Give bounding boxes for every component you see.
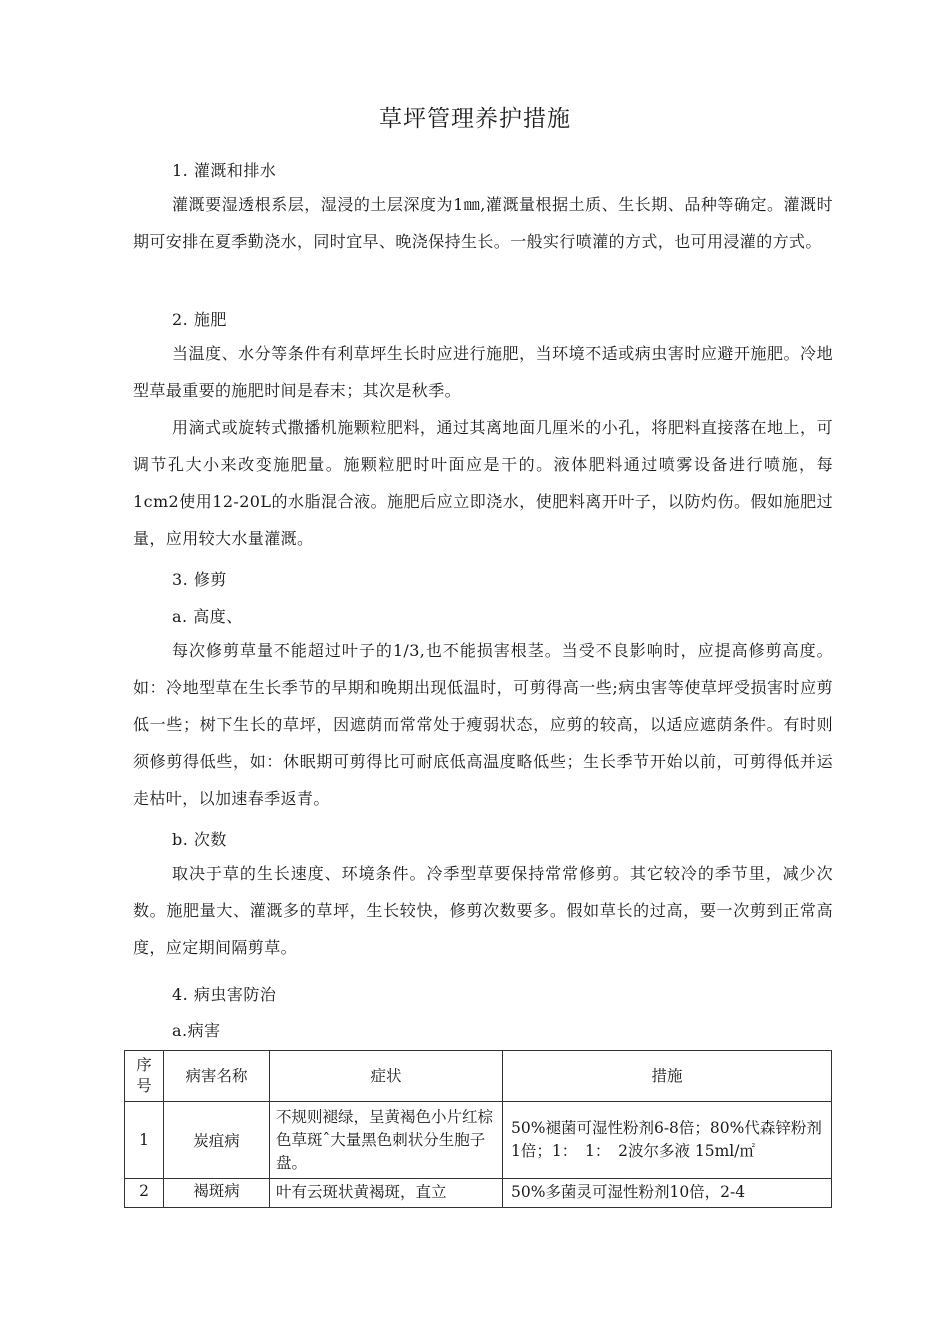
section-heading-pest-control: 4. 病虫害防治 [172, 985, 277, 1004]
cell-symptom: 叶有云斑状黄褐斑，直立 [270, 1179, 503, 1208]
section-heading-mowing: 3. 修剪 [172, 570, 227, 589]
header-number-line2: 号 [136, 1077, 152, 1095]
header-number [125, 1051, 164, 1102]
section-heading-irrigation: 1. 灌溉和排水 [172, 161, 277, 180]
table-header-row [125, 1051, 832, 1102]
cell-disease-name: 炭疽病 [164, 1102, 270, 1179]
paragraph-fertilizing-method: 用滴式或旋转式撒播机施颗粒肥料，通过其离地面几厘米的小孔，将肥料直接落在地上，可调节孔大小来改变施肥量。施颗粒肥时叶面应是干的。液体肥料通过喷雾设备进行喷施，每1cm2使用12-20L的水脂混合液。施肥后应立即浇水，使肥料离开叶子，以防灼伤。假如施肥过量，应用较大水量灌溉。 [133, 418, 833, 548]
header-number-line1: 序 [136, 1056, 152, 1074]
table-row [125, 1102, 832, 1179]
paragraph-fertilizing-timing: 当温度、水分等条件有利草坪生长时应进行施肥，当环境不适或病虫害时应避开施肥。冷地型草最重要的施肥时间是春末；其次是秋季。 [133, 344, 833, 400]
subsection-heading-diseases: a.病害 [172, 1021, 221, 1040]
subsection-heading-height: a. 高度、 [172, 607, 243, 626]
paragraph-mowing-frequency: 取决于草的生长速度、环境条件。冷季型草要保持常常修剪。其它较冷的季节里，减少次数。施肥量大、灌溉多的草坪，生长较快，修剪次数要多。假如草长的过高，要一次剪到正常高度，应定期间隔剪草。 [133, 864, 833, 957]
subsection-heading-frequency: b. 次数 [172, 830, 227, 849]
table-row [125, 1179, 832, 1208]
disease-table [124, 1050, 832, 1208]
page-title: 草坪管理养护措施 [379, 106, 571, 132]
cell-number: 2 [125, 1179, 164, 1208]
header-disease-name: 病害名称 [164, 1051, 270, 1102]
header-symptom: 症状 [270, 1051, 503, 1102]
header-measure: 措施 [503, 1051, 832, 1102]
paragraph-irrigation: 灌溉要湿透根系层，湿浸的土层深度为1㎜,灌溉量根据土质、生长期、品种等确定。灌溉时期可安排在夏季勤浇水，同时宜早、晚浇保持生长。一般实行喷灌的方式，也可用浸灌的方式。 [133, 195, 833, 251]
section-heading-fertilizing: 2. 施肥 [172, 310, 227, 329]
cell-symptom: 不规则褪绿，呈黄褐色小片红棕色草斑ˆ大量黑色刺状分生胞子盘。 [270, 1102, 503, 1179]
cell-measure: 50%褪菌可湿性粉剂6-8倍；80%代森锌粉剂1倍；1： 1： 2波尔多液 15ml/㎡ [503, 1102, 832, 1179]
cell-number: 1 [125, 1102, 164, 1179]
paragraph-mowing-height: 每次修剪草量不能超过叶子的1/3,也不能损害根茎。当受不良影响时，应提高修剪高度。如：冷地型草在生长季节的早期和晚期出现低温时，可剪得高一些;病虫害等使草坪受损害时应剪低一些；树下生长的草坪，因遮荫而常常处于瘦弱状态，应剪的较高，以适应遮荫条件。有时则须修剪得低些，如：休眠期可剪得比可耐底低高温度略低些；生长季节开始以前，可剪得低并运走枯叶，以加速春季返青。 [133, 641, 833, 808]
cell-measure: 50%多菌灵可湿性粉剂10倍，2-4 [503, 1179, 832, 1208]
cell-disease-name: 褐斑病 [164, 1179, 270, 1208]
